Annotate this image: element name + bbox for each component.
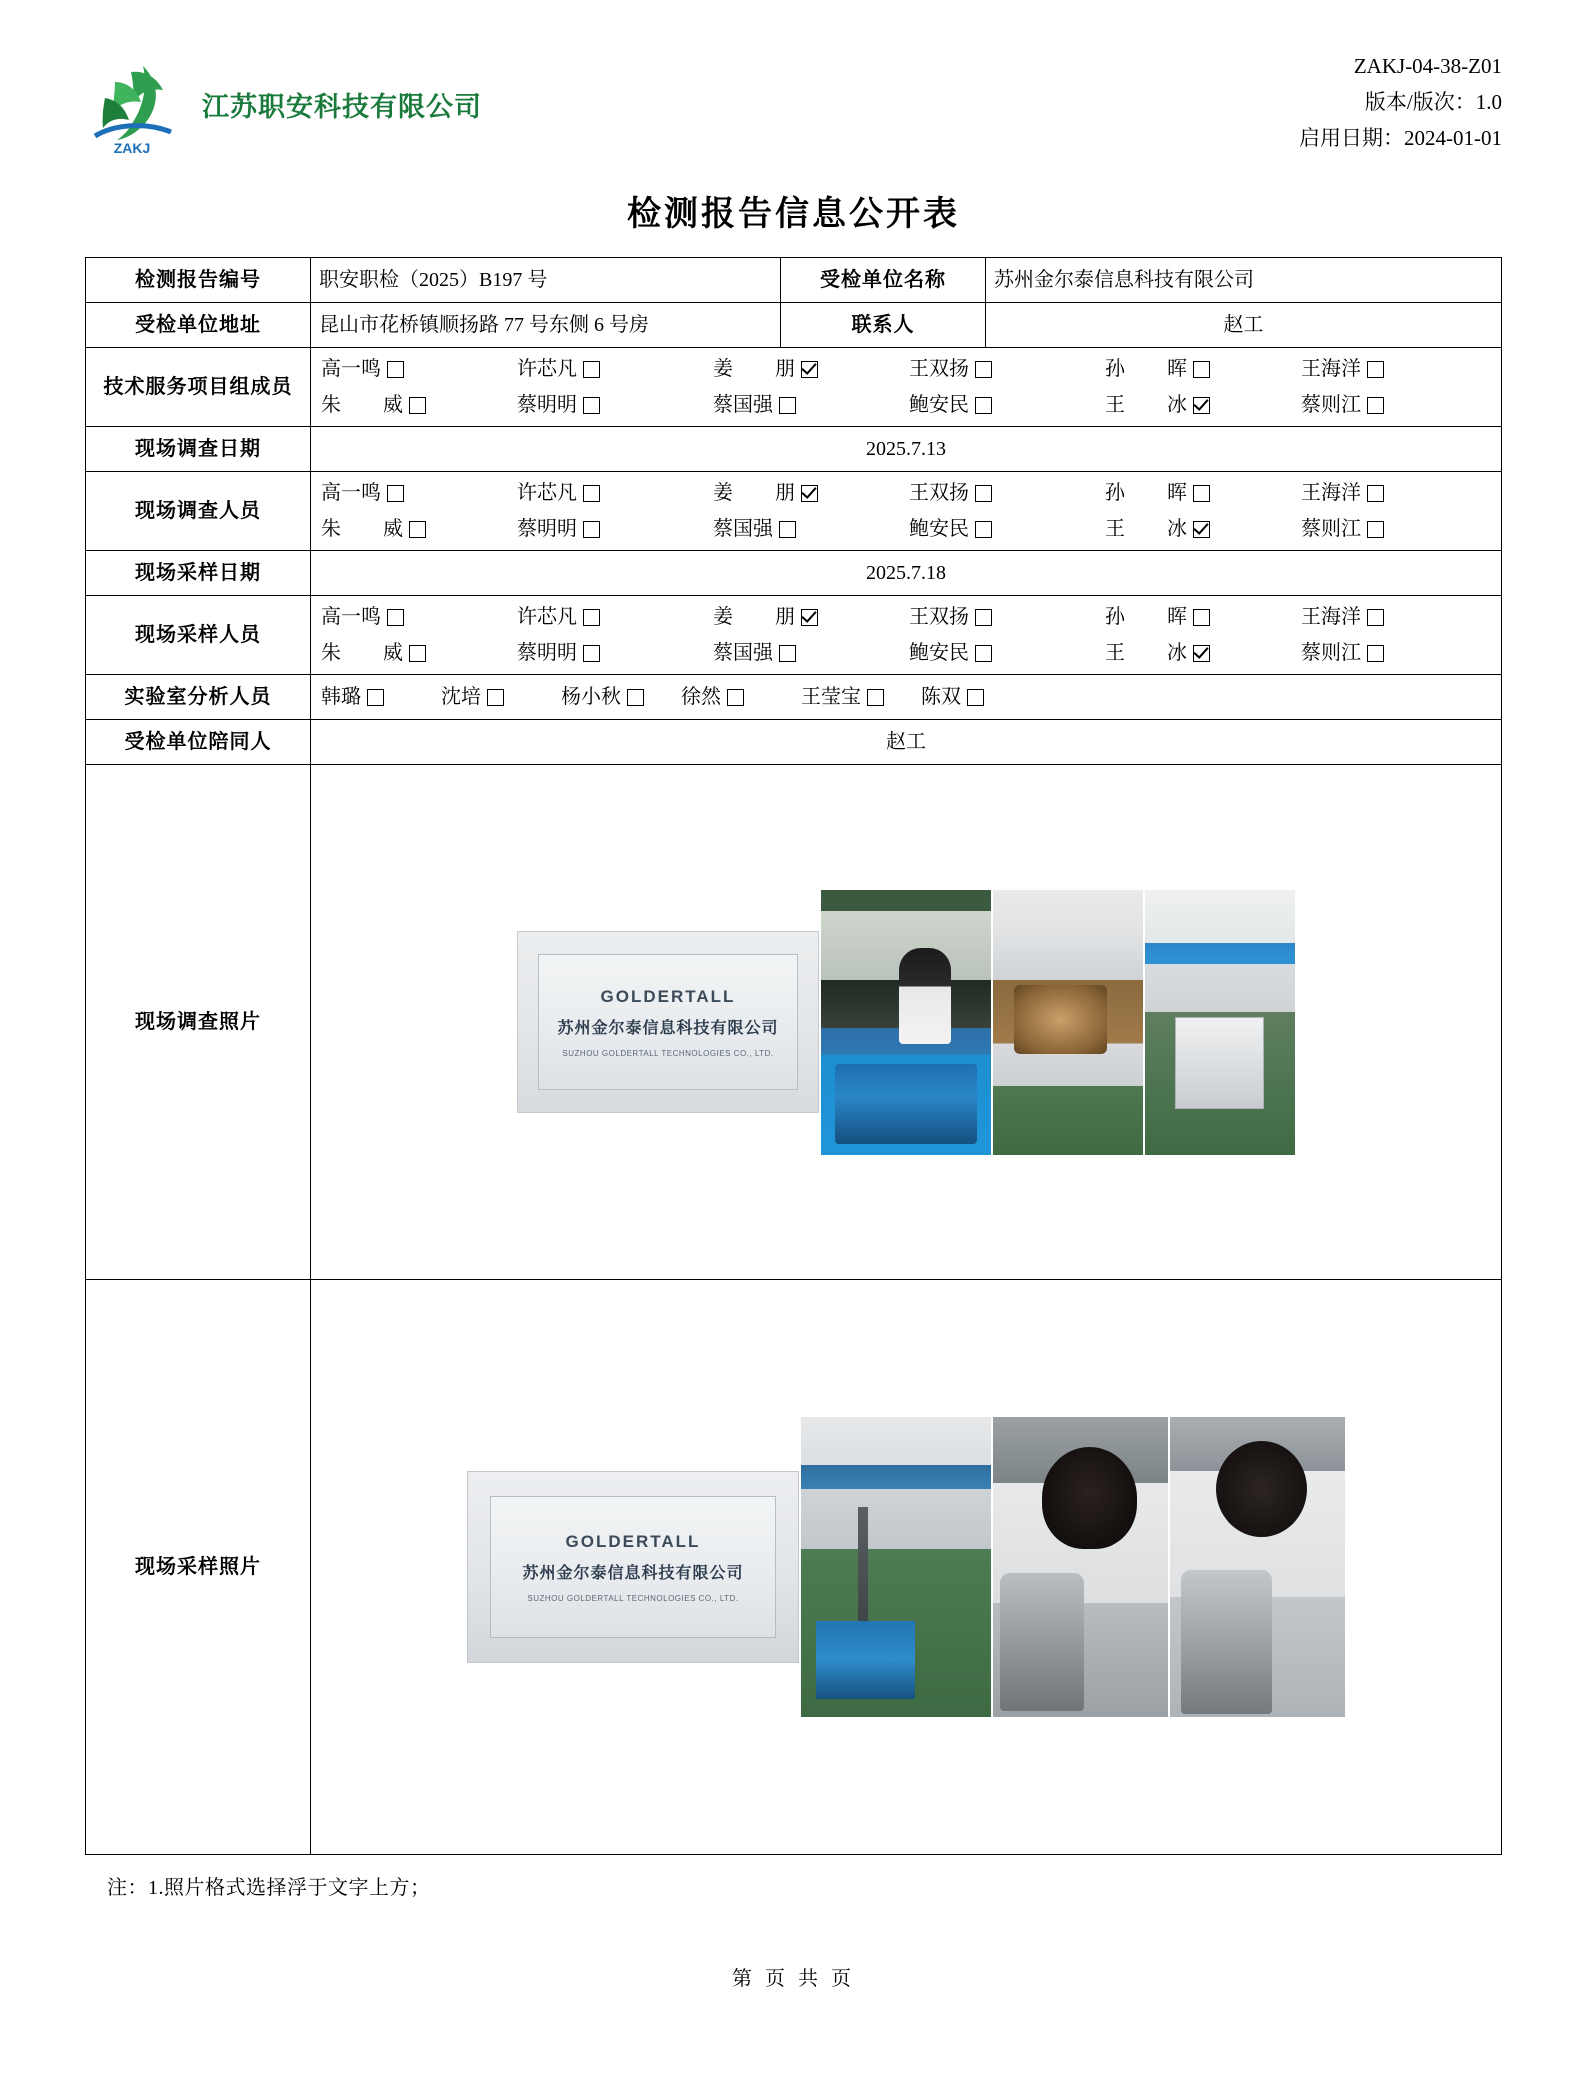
person-name: 蔡则江	[1301, 518, 1361, 540]
checkbox-item[interactable]	[517, 354, 713, 384]
table-row-lab-analysts	[86, 675, 1502, 720]
person-name: 朱 威	[321, 642, 403, 664]
workshop-bench-photo	[1145, 890, 1295, 1155]
document-version: 版本/版次：1.0	[1364, 90, 1502, 115]
checkbox-unchecked-icon[interactable]	[975, 397, 992, 414]
person-name: 王 冰	[1105, 518, 1187, 540]
person-name: 鲍安民	[909, 642, 969, 664]
checkbox-item[interactable]	[1301, 478, 1497, 508]
checkbox-item[interactable]	[1301, 514, 1497, 544]
person-name: 蔡明明	[517, 394, 577, 416]
checkbox-unchecked-icon[interactable]	[1367, 361, 1384, 378]
checkbox-item[interactable]	[713, 638, 909, 668]
company-sign-photo	[517, 931, 819, 1113]
checkbox-item[interactable]	[801, 682, 921, 712]
checkbox-unchecked-icon[interactable]	[409, 645, 426, 662]
checkbox-unchecked-icon[interactable]	[387, 361, 404, 378]
label-survey-date: 现场调查日期	[86, 427, 311, 472]
person-name: 朱 威	[321, 518, 403, 540]
table-row-sampling-photos	[86, 1280, 1502, 1855]
sign-sub-name: SUZHOU GOLDERTALL TECHNOLOGIES CO., LTD.	[562, 1048, 774, 1058]
checkbox-item[interactable]	[1301, 390, 1497, 420]
checkbox-checked-icon[interactable]	[801, 609, 818, 626]
checkbox-item[interactable]	[321, 638, 517, 668]
page-footer: 第 页 共 页	[732, 1968, 855, 1990]
footnote: 注：1.照片格式选择浮于文字上方；	[107, 1877, 431, 1899]
lab-analysts-checkbox-grid[interactable]	[311, 680, 1501, 714]
checkbox-unchecked-icon[interactable]	[975, 521, 992, 538]
checkbox-unchecked-icon[interactable]	[583, 609, 600, 626]
table-row-survey-staff	[86, 472, 1502, 551]
checkbox-item[interactable]	[517, 638, 713, 668]
checkbox-item[interactable]	[321, 478, 517, 508]
checkbox-unchecked-icon[interactable]	[1367, 485, 1384, 502]
value-contact: 赵工	[986, 303, 1502, 348]
sampling-tripod-photo	[801, 1417, 991, 1717]
checkbox-unchecked-icon[interactable]	[1193, 361, 1210, 378]
table-row-survey-photos	[86, 765, 1502, 1280]
person-name: 蔡则江	[1301, 642, 1361, 664]
cell-survey-photos	[311, 765, 1502, 1280]
checkbox-item[interactable]	[713, 514, 909, 544]
checkbox-checked-icon[interactable]	[1193, 521, 1210, 538]
person-name: 许芯凡	[517, 606, 577, 628]
checkbox-unchecked-icon[interactable]	[975, 485, 992, 502]
person-name: 蔡明明	[517, 642, 577, 664]
header-right	[1299, 40, 1502, 156]
person-name: 王双扬	[909, 358, 969, 380]
checkbox-item[interactable]	[321, 602, 517, 632]
label-lab-analysts: 实验室分析人员	[86, 675, 311, 720]
company-sign-photo-2	[467, 1471, 799, 1663]
checkbox-item[interactable]	[321, 390, 517, 420]
table-row-sampling-staff	[86, 596, 1502, 675]
cell-sampling-photos	[311, 1280, 1502, 1855]
checkbox-unchecked-icon[interactable]	[779, 645, 796, 662]
checkbox-unchecked-icon[interactable]	[1367, 521, 1384, 538]
label-sampling-date: 现场采样日期	[86, 551, 311, 596]
person-name: 孙 晖	[1105, 606, 1187, 628]
table-row-accompany	[86, 720, 1502, 765]
person-name: 高一鸣	[321, 606, 381, 628]
sampling-photo-strip	[467, 1417, 1345, 1717]
person-name: 许芯凡	[517, 482, 577, 504]
checkbox-unchecked-icon[interactable]	[409, 521, 426, 538]
checkbox-item[interactable]	[561, 682, 681, 712]
value-client-addr: 昆山市花桥镇顺扬路 77 号东侧 6 号房	[311, 303, 781, 348]
checkbox-unchecked-icon[interactable]	[583, 485, 600, 502]
sign-plate-2	[490, 1496, 776, 1639]
effective-date: 启用日期：2024-01-01	[1299, 126, 1502, 151]
checkbox-unchecked-icon[interactable]	[367, 689, 384, 706]
sign-chinese-name-2: 苏州金尔泰信息科技有限公司	[522, 1564, 744, 1582]
meter-keypad-icon	[1014, 1603, 1074, 1681]
sign-chinese-name: 苏州金尔泰信息科技有限公司	[557, 1019, 779, 1037]
person-name: 陈双	[921, 686, 961, 708]
person-name: 沈培	[441, 686, 481, 708]
person-name: 蔡国强	[713, 518, 773, 540]
person-name: 蔡国强	[713, 394, 773, 416]
person-name: 姜 朋	[713, 606, 795, 628]
company-name: 江苏职安科技有限公司	[202, 92, 482, 122]
person-name: 王 冰	[1105, 642, 1187, 664]
table-row-sampling-date	[86, 551, 1502, 596]
person-name: 韩璐	[321, 686, 361, 708]
checkbox-item[interactable]	[681, 682, 801, 712]
workshop-equipment-photo	[993, 890, 1143, 1155]
checkbox-unchecked-icon[interactable]	[583, 397, 600, 414]
person-name: 姜 朋	[713, 482, 795, 504]
checkbox-unchecked-icon[interactable]	[1193, 609, 1210, 626]
checkbox-item[interactable]	[921, 682, 1041, 712]
label-accompany: 受检单位陪同人	[86, 720, 311, 765]
checkbox-unchecked-icon[interactable]	[975, 361, 992, 378]
person-name: 王海洋	[1301, 358, 1361, 380]
checkbox-unchecked-icon[interactable]	[627, 689, 644, 706]
checkbox-item[interactable]	[321, 682, 441, 712]
sign-sub-name-2: SUZHOU GOLDERTALL TECHNOLOGIES CO., LTD.	[527, 1593, 739, 1603]
label-report-no: 检测报告编号	[86, 258, 311, 303]
checkbox-item[interactable]	[1105, 390, 1301, 420]
document-header	[85, 40, 1502, 160]
checkbox-checked-icon[interactable]	[1193, 645, 1210, 662]
checkbox-unchecked-icon[interactable]	[1367, 645, 1384, 662]
checkbox-item[interactable]	[713, 390, 909, 420]
page-title: 检测报告信息公开表	[627, 196, 960, 233]
sampling-photo-row	[319, 1287, 1493, 1847]
checkbox-unchecked-icon[interactable]	[727, 689, 744, 706]
checkbox-checked-icon[interactable]	[801, 485, 818, 502]
checkbox-item[interactable]	[909, 638, 1105, 668]
person-name: 孙 晖	[1105, 358, 1187, 380]
label-sampling-photos: 现场采样照片	[86, 1280, 311, 1855]
checkbox-unchecked-icon[interactable]	[487, 689, 504, 706]
checkbox-item[interactable]	[1105, 602, 1301, 632]
sign-english-name-2: GOLDERTALL	[565, 1532, 701, 1552]
checkbox-item[interactable]	[517, 514, 713, 544]
value-report-no: 职安职检（2025）B197 号	[311, 258, 781, 303]
survey-photo-row	[319, 772, 1493, 1272]
table-row-client-addr	[86, 303, 1502, 348]
cell-team-members	[311, 348, 1502, 427]
sign-english-name: GOLDERTALL	[600, 987, 736, 1007]
workshop-operator-photo	[821, 890, 991, 1155]
checkbox-unchecked-icon[interactable]	[779, 397, 796, 414]
person-name: 徐然	[681, 686, 721, 708]
checkbox-unchecked-icon[interactable]	[1367, 609, 1384, 626]
checkbox-unchecked-icon[interactable]	[1367, 397, 1384, 414]
checkbox-checked-icon[interactable]	[801, 361, 818, 378]
checkbox-unchecked-icon[interactable]	[975, 609, 992, 626]
checkbox-item[interactable]	[713, 478, 909, 508]
cell-survey-staff	[311, 472, 1502, 551]
value-survey-date: 2025.7.13	[311, 427, 1502, 472]
person-name: 蔡则江	[1301, 394, 1361, 416]
checkbox-item[interactable]	[909, 514, 1105, 544]
person-name: 蔡国强	[713, 642, 773, 664]
person-name: 蔡明明	[517, 518, 577, 540]
checkbox-unchecked-icon[interactable]	[583, 645, 600, 662]
checkbox-item[interactable]	[1105, 354, 1301, 384]
checkbox-unchecked-icon[interactable]	[1193, 485, 1210, 502]
checkbox-item[interactable]	[321, 354, 517, 384]
checkbox-item[interactable]	[321, 514, 517, 544]
value-accompany: 赵工	[311, 720, 1502, 765]
checkbox-item[interactable]	[909, 478, 1105, 508]
person-name: 王双扬	[909, 606, 969, 628]
survey-photo-strip	[517, 890, 1295, 1155]
survey-staff-checkbox-grid[interactable]	[311, 476, 1501, 546]
person-name: 王海洋	[1301, 482, 1361, 504]
checkbox-item[interactable]	[713, 354, 909, 384]
team-members-checkbox-grid[interactable]	[311, 352, 1501, 422]
person-name: 朱 威	[321, 394, 403, 416]
value-client-name: 苏州金尔泰信息科技有限公司	[986, 258, 1502, 303]
handheld-meter-photo-1	[993, 1417, 1168, 1717]
checkbox-item[interactable]	[1301, 638, 1497, 668]
checkbox-unchecked-icon[interactable]	[975, 645, 992, 662]
report-info-table	[85, 257, 1502, 1855]
table-row-team-members	[86, 348, 1502, 427]
handheld-meter-photo-2	[1170, 1417, 1345, 1717]
label-sampling-staff: 现场采样人员	[86, 596, 311, 675]
person-name: 姜 朋	[713, 358, 795, 380]
table-row-report-no	[86, 258, 1502, 303]
person-name: 许芯凡	[517, 358, 577, 380]
checkbox-unchecked-icon[interactable]	[583, 361, 600, 378]
cell-lab-analysts	[311, 675, 1502, 720]
checkbox-item[interactable]	[441, 682, 561, 712]
person-name: 鲍安民	[909, 518, 969, 540]
checkbox-unchecked-icon[interactable]	[779, 521, 796, 538]
person-name: 孙 晖	[1105, 482, 1187, 504]
checkbox-unchecked-icon[interactable]	[583, 521, 600, 538]
checkbox-item[interactable]	[1301, 354, 1497, 384]
person-name: 王双扬	[909, 482, 969, 504]
label-client-addr: 受检单位地址	[86, 303, 311, 348]
label-contact: 联系人	[781, 303, 986, 348]
checkbox-item[interactable]	[909, 602, 1105, 632]
checkbox-item[interactable]	[909, 354, 1105, 384]
person-name: 王 冰	[1105, 394, 1187, 416]
checkbox-item[interactable]	[517, 602, 713, 632]
svg-text:ZAKJ: ZAKJ	[113, 140, 151, 156]
document-code: ZAKJ-04-38-Z01	[1353, 54, 1502, 78]
meter-keypad-icon-2	[1191, 1603, 1251, 1681]
checkbox-unchecked-icon[interactable]	[967, 689, 984, 706]
table-row-survey-date	[86, 427, 1502, 472]
person-name: 王莹宝	[801, 686, 861, 708]
person-name: 鲍安民	[909, 394, 969, 416]
checkbox-item[interactable]	[1105, 514, 1301, 544]
checkbox-item[interactable]	[517, 478, 713, 508]
person-name: 高一鸣	[321, 482, 381, 504]
checkbox-item[interactable]	[713, 602, 909, 632]
label-survey-photos: 现场调查照片	[86, 765, 311, 1280]
company-logo-icon	[85, 52, 180, 157]
checkbox-unchecked-icon[interactable]	[867, 689, 884, 706]
label-team-members: 技术服务项目组成员	[86, 348, 311, 427]
checkbox-unchecked-icon[interactable]	[387, 485, 404, 502]
cell-sampling-staff	[311, 596, 1502, 675]
person-name: 杨小秋	[561, 686, 621, 708]
checkbox-checked-icon[interactable]	[1193, 397, 1210, 414]
checkbox-unchecked-icon[interactable]	[409, 397, 426, 414]
person-name: 王海洋	[1301, 606, 1361, 628]
checkbox-item[interactable]	[909, 390, 1105, 420]
sign-plate	[538, 954, 798, 1089]
sampling-staff-checkbox-grid[interactable]	[311, 600, 1501, 670]
label-survey-staff: 现场调查人员	[86, 472, 311, 551]
label-client-name: 受检单位名称	[781, 258, 986, 303]
checkbox-item[interactable]	[1301, 602, 1497, 632]
checkbox-item[interactable]	[1105, 638, 1301, 668]
header-left	[85, 40, 482, 157]
checkbox-item[interactable]	[517, 390, 713, 420]
person-name: 高一鸣	[321, 358, 381, 380]
checkbox-unchecked-icon[interactable]	[387, 609, 404, 626]
value-sampling-date: 2025.7.18	[311, 551, 1502, 596]
checkbox-item[interactable]	[1105, 478, 1301, 508]
